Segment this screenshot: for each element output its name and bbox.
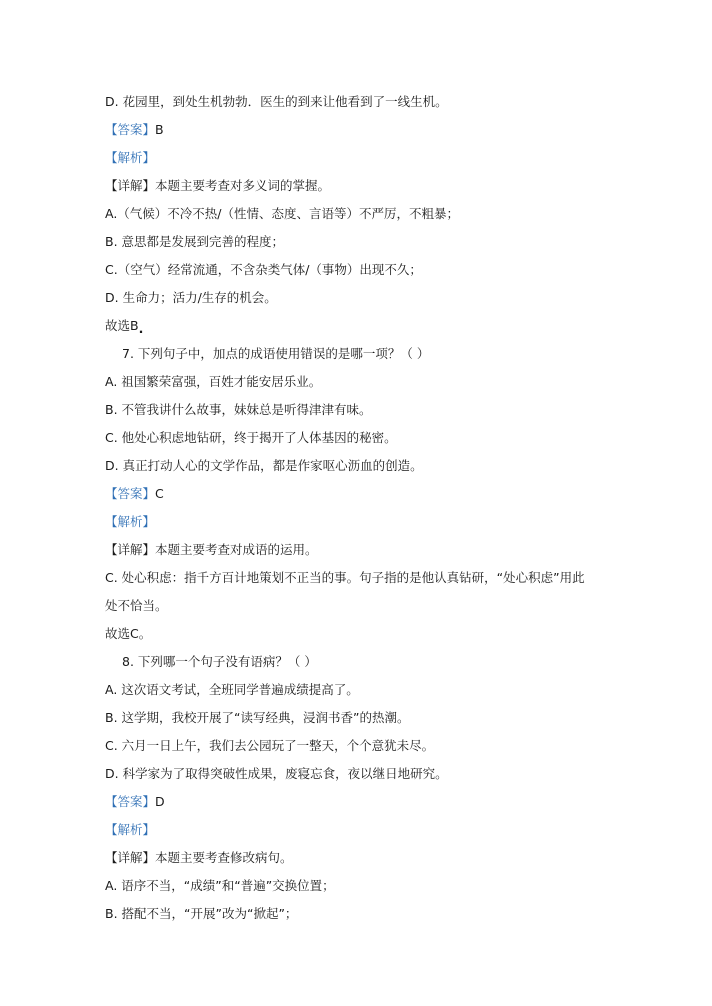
q8-option-d: D. 科学家为了取得突破性成果，废寝忘食，夜以继日地研究。: [105, 766, 448, 781]
q6-explanation-a: A.（气候）不冷不热/（性情、态度、言语等）不严厉，不粗暴；: [105, 206, 460, 221]
q7-question: 7. 下列句子中，加点的成语使用错误的是哪一项？（ ）: [122, 346, 430, 361]
answer-tag: 【答案】: [105, 486, 156, 501]
q7-explanation-line2: 处不恰当。: [105, 598, 168, 613]
q6-conclusion: [105, 318, 143, 334]
q8-option-c: C. 六月一日上午，我们去公园玩了一整天，个个意犹未尽。: [105, 738, 435, 753]
q6-option-d: D. 花园里，到处生机勃勃．医生的到来让他看到了一线生机。: [105, 94, 448, 109]
detail-tag: 【详解】: [105, 178, 156, 193]
answer-value: D: [155, 794, 165, 809]
answer-tag: 【答案】: [105, 794, 156, 809]
q7-option-c: C. 他处心积虑地钻研，终于揭开了人体基因的秘密。: [105, 430, 397, 445]
detail-text: 本题主要考查对多义词的掌握。: [155, 178, 331, 193]
q8-analysis-tag: 【解析】: [105, 822, 156, 837]
conclusion-text: 故选B: [105, 318, 139, 333]
q8-detail: [105, 850, 293, 866]
q8-option-b: B. 这学期，我校开展了“读写经典，浸润书香”的热潮。: [105, 710, 410, 725]
q7-option-b: B. 不管我讲什么故事，妹妹总是听得津津有味。: [105, 402, 372, 417]
q7-option-d: D. 真正打动人心的文学作品，都是作家呕心沥血的创造。: [105, 458, 423, 473]
q8-explanation-a: A. 语序不当，“成绩”和“普遍”交换位置；: [105, 878, 335, 893]
q8-explanation-b: B. 搭配不当，“开展”改为“掀起”；: [105, 906, 298, 921]
q6-explanation-b: B. 意思都是发展到完善的程度；: [105, 234, 285, 249]
q7-option-a: A. 祖国繁荣富强，百姓才能安居乐业。: [105, 374, 322, 389]
q7-explanation-line1: C. 处心积虑：指千方百计地策划不正当的事。句子指的是他认真钻研，“处心积虑”用此: [105, 570, 585, 585]
answer-value: C: [155, 486, 164, 501]
q6-analysis-tag: 【解析】: [105, 150, 156, 165]
conclusion-dot: .: [138, 321, 144, 336]
q6-explanation-c: C.（空气）经常流通，不含杂类气体/（事物）出现不久；: [105, 262, 422, 277]
detail-text: 本题主要考查修改病句。: [155, 850, 293, 865]
q6-detail: [105, 178, 330, 194]
detail-tag: 【详解】: [105, 850, 156, 865]
q8-answer: [105, 794, 165, 810]
answer-tag: 【答案】: [105, 122, 156, 137]
q7-conclusion: 故选C。: [105, 626, 152, 641]
q7-detail: [105, 542, 318, 558]
q6-explanation-d: D. 生命力；活力/生存的机会。: [105, 290, 277, 305]
q6-answer: [105, 122, 164, 138]
q7-analysis-tag: 【解析】: [105, 514, 156, 529]
detail-text: 本题主要考查对成语的运用。: [155, 542, 318, 557]
q7-answer: [105, 486, 164, 502]
answer-value: B: [155, 122, 164, 137]
q8-option-a: A. 这次语文考试，全班同学普遍成绩提高了。: [105, 682, 359, 697]
q8-question: 8. 下列哪一个句子没有语病？（ ）: [122, 654, 317, 669]
detail-tag: 【详解】: [105, 542, 156, 557]
